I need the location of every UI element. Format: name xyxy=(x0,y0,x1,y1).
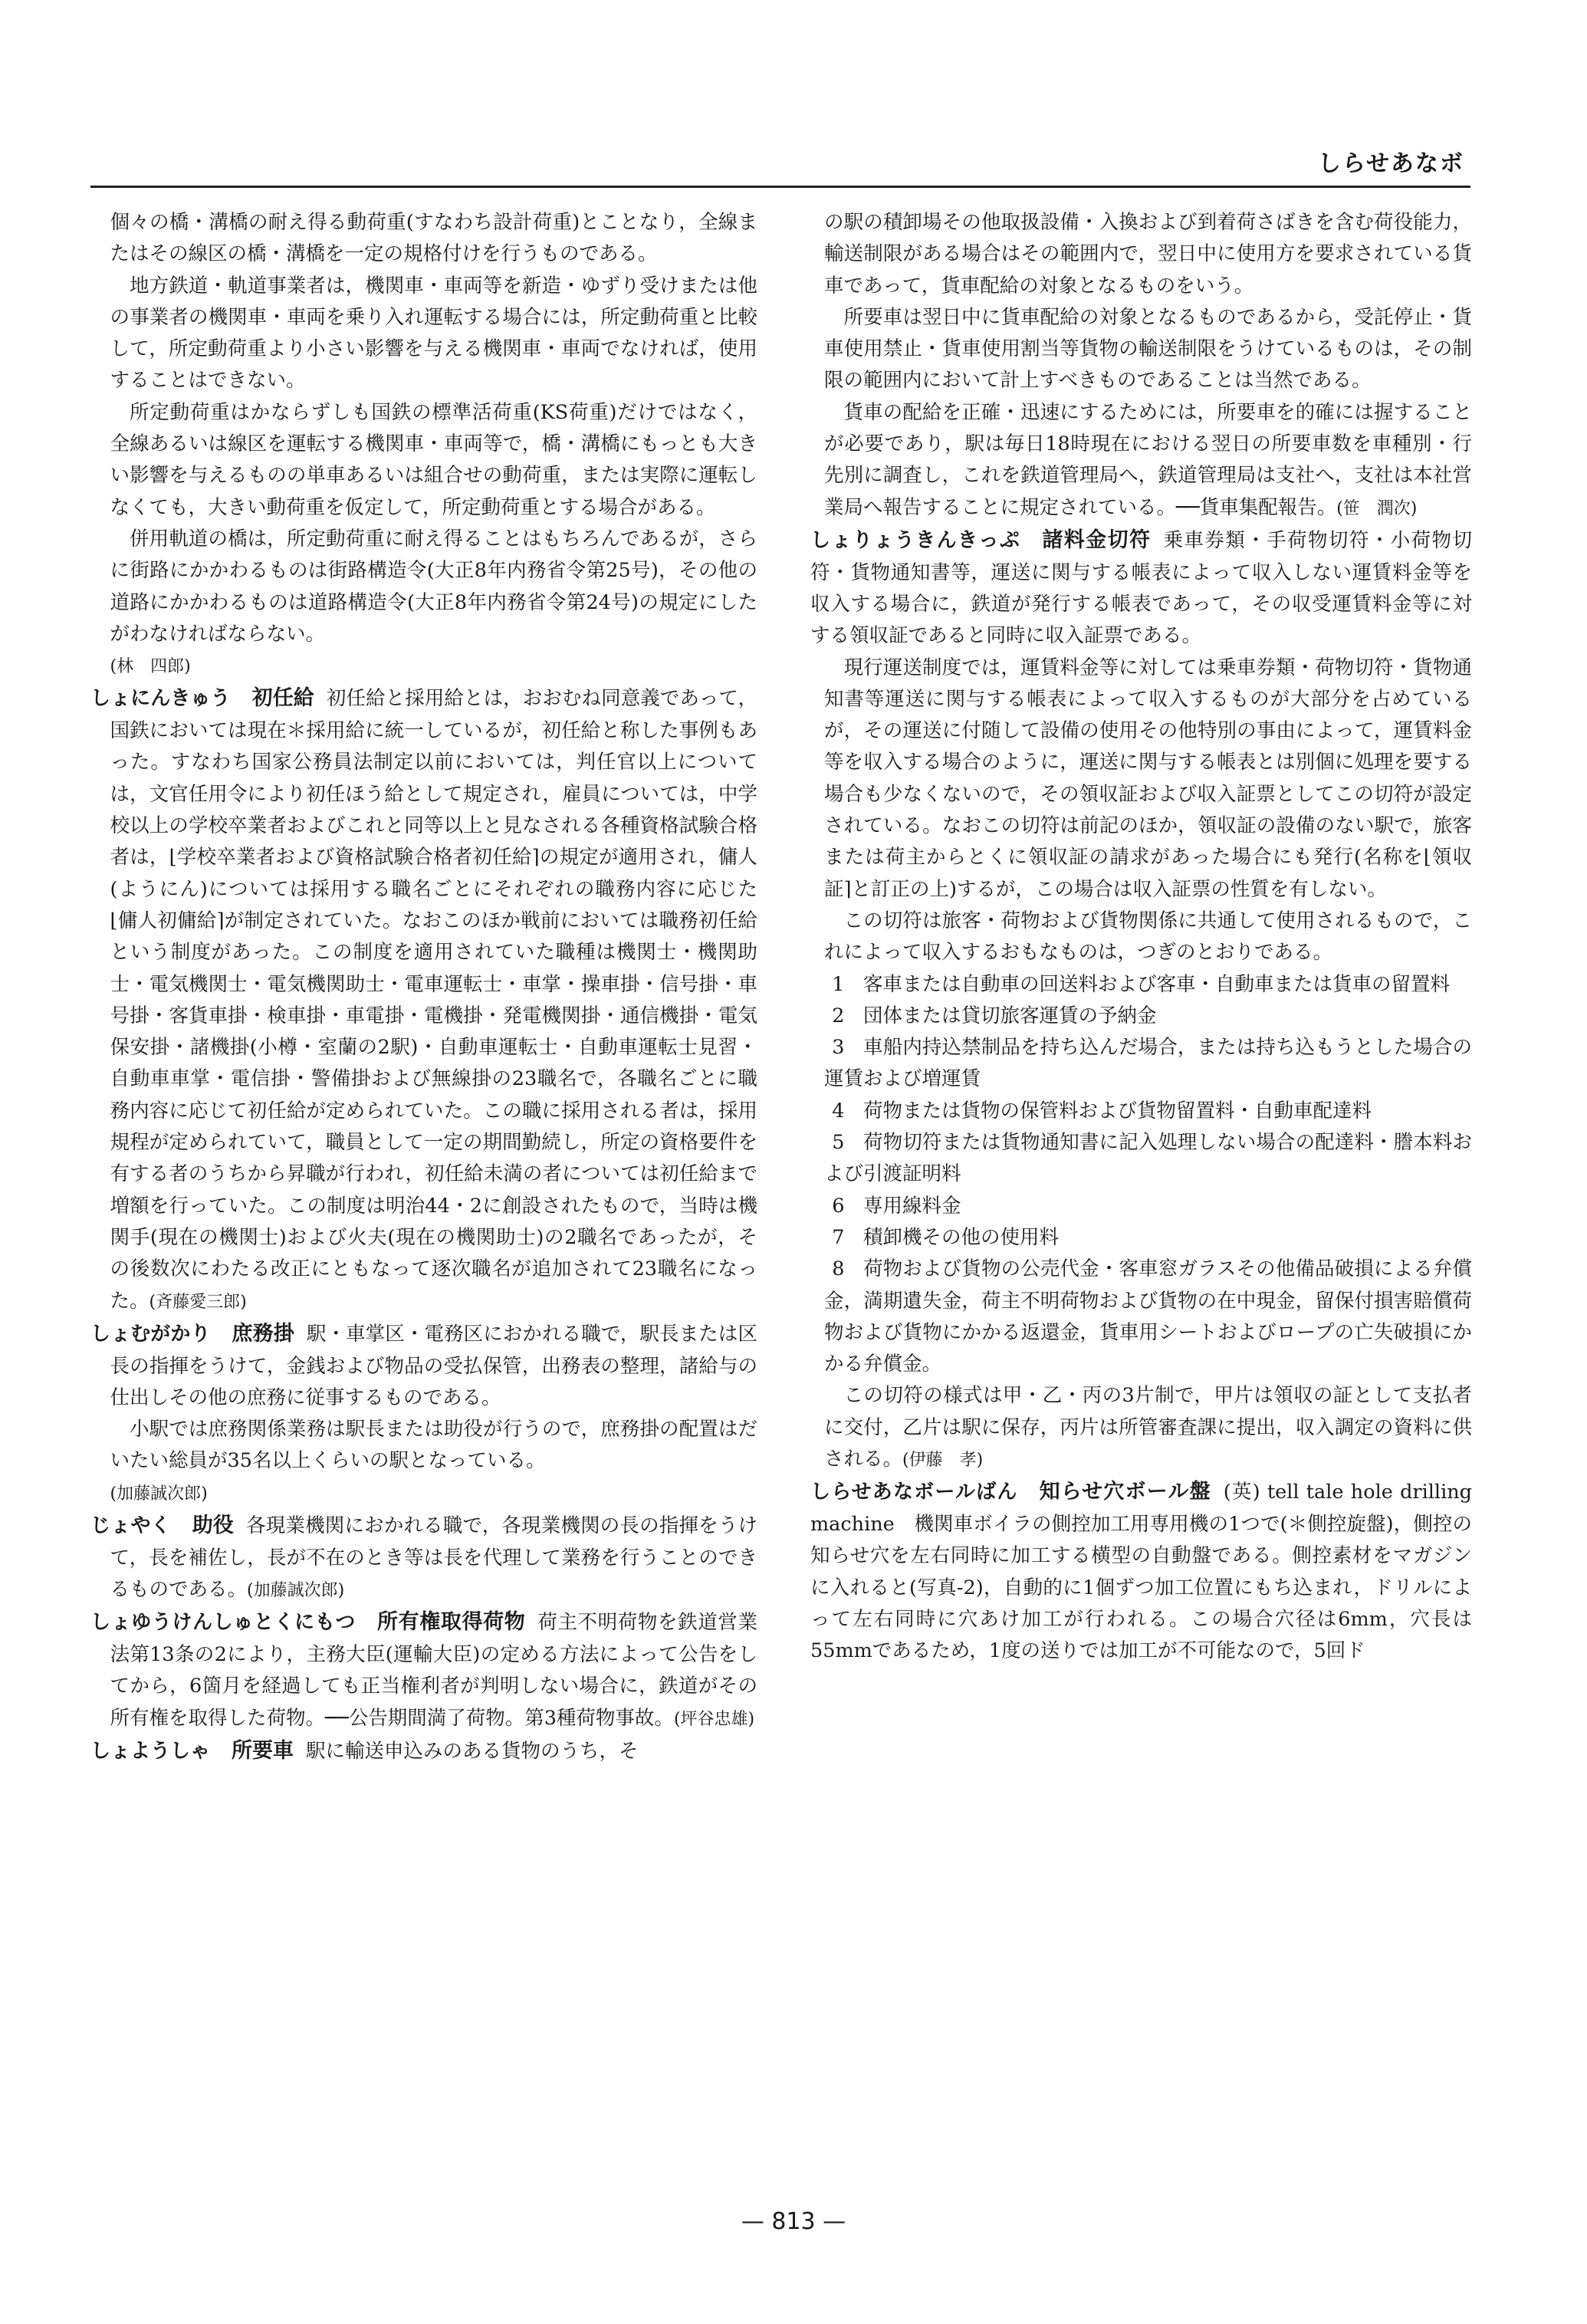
list-number: 7 xyxy=(832,1225,845,1249)
entry-headword: 庶務掛 xyxy=(232,1321,294,1346)
header-rule xyxy=(90,186,1470,188)
author-credit: (林 四郎) xyxy=(110,657,191,677)
entry-text: 駅・車掌区・電務区におかれる職で，駅長または区長の指揮をうけて，金銭および物品の受払保管，出務表の整理，諸給与の仕出しその他の庶務に従事するものである。 xyxy=(110,1322,757,1409)
fee-list xyxy=(824,969,1472,1381)
entry-reading: しょりょうきんきっぷ xyxy=(810,528,1021,552)
paragraph-text: 小駅では庶務関係業務は駅長または助役が行うので，庶務掛の配置はだいたい総員が35名以上くらいの駅となっている。 xyxy=(110,1418,757,1473)
paragraph: 現行運送制度では，運賃料金等に対しては乗車券類・荷物切符・貨物通知書等運送に関与する帳表によって収入するものが大部分を占めているが，その運送に付随して設備の使用その他特別の事由によって，運賃料金等を収入する場合のように，運送に関与する帳表とは別個に処理を要する場合も少なくないので，その領収証および収入証票としてこの切符が設定されている。なおこの切符は前記のほか，領収証の設備のない駅で，旅客または荷主からとくに領収証の請求があった場合にも発行(名称を⌊領収証⌉と訂正の上)するが，この場合は収入証票の性質を有しない。 xyxy=(824,656,1472,901)
list-text: 専用線料金 xyxy=(863,1194,961,1218)
entry-text: 荷主不明荷物を鉄道営業法第13条の2により，主務大臣(運輸大臣)の定める方法によって公告をしてから，6箇月を経過しても正当権利者が判明しない場合に，鉄道がその所有権を取得した荷物。──公告期間満了荷物。第3種荷物事故。 xyxy=(110,1611,757,1730)
author-credit: (斉藤愛三郎) xyxy=(149,1292,247,1312)
list-number: 5 xyxy=(832,1131,845,1155)
list-text: 荷物および貨物の公売代金・客車窓ガラスその他備品破損による弁償金，満期遺失金，荷主不明荷物および貨物の在中現金，留保付損害賠償荷物および貨物にかかる返還金，貨車用シートおよびロープの亡失破損にかかる弁償金。 xyxy=(824,1257,1472,1376)
list-number: 2 xyxy=(832,1004,845,1027)
entry-reading: しょむがかり xyxy=(90,1322,211,1346)
paragraph xyxy=(824,397,1472,524)
author-credit: (加藤誠次郎) xyxy=(110,1484,208,1504)
paragraph: 所要車は翌日中に貨車配給の対象となるものであるから，受託停止・貨車使用禁止・貨車使用割当等貨物の輸送制限をうけているものは，その制限の範囲内において計上すべきものであることは当然である。 xyxy=(824,305,1472,393)
list-number: 3 xyxy=(832,1036,845,1060)
entry-text: 初任給と採用給とは，おおむね同意義であって，国鉄においては現在＊採用給に統一しているが，初任給と称した事例もあった。すなわち国家公務員法制定以前においては，判任官以上については，文官任用令により初任ほう給として規定され，雇員については，中学校以上の学校卒業者およびこれと同等以上と見なされる各種資格試験合格者は，⌊学校卒業者および資格試験合格者初任給⌉の規定が適用され，傭人(ようにん)については採用する職名ごとにそれぞれの職務内容に応じた⌊傭人初傭給⌉が制定されていた。なおこのほか戦前においては職務初任給という制度があった。この制度を適用されていた職種は機関士・機関助士・電気機関士・電気機関助士・電車運転士・車掌・操車掛・信号掛・車号掛・客貨車掛・検車掛・車電掛・電機掛・発電機関掛・通信機掛・電気保安掛・諸機掛(小樽・室蘭の2駅)・自動車運転士・自動車運転士見習・自動車車掌・電信掛・警備掛および無線掛の23職名で，各職名ごとに職務内容に応じて初任給が定められていた。この職に採用される者は，採用規程が定められていて，職員として一定の期間勤続し，所定の資格要件を有する者のうちから昇職が行われ，初任給未満の者については初任給まで増額を行っていた。この制度は明治44・2に創設されたもので，当時は機関手(現在の機関士)および火夫(現在の機関助士)の2職名であったが，その後数次にわたる改正にともなって逐次職名が追加されて23職名になった。 xyxy=(110,687,757,1313)
dictionary-entry xyxy=(90,1317,757,1414)
paragraph xyxy=(90,1414,757,1509)
list-item xyxy=(824,1096,1472,1127)
entry-headword: 所有権取得荷物 xyxy=(377,1610,526,1635)
list-item xyxy=(824,1127,1472,1191)
list-number: 4 xyxy=(832,1099,845,1123)
paragraph xyxy=(824,1380,1472,1475)
entry-text: 各現業機関におかれる職で，各現業機関の長の指揮をうけて，長を補佐し，長が不在のとき等は長を代理して業務を行うことのできるものである。 xyxy=(110,1514,757,1602)
list-text: 荷物または貨物の保管料および貨物留置料・自動車配達料 xyxy=(863,1099,1372,1123)
dictionary-entry xyxy=(90,1734,757,1768)
entry-reading: しらせあなボールばん xyxy=(810,1481,1018,1504)
paragraph xyxy=(90,524,757,682)
entry-headword: 助役 xyxy=(192,1514,235,1538)
entry-text: (英) tell tale hole drilling machine 機関車ボイラの側控加工用専用機の1つで(＊側控旋盤)，側控の知らせ穴を左右同時に加工する横型の自動盤である。側控素材をマガジンに入れると(写真-2)，自動的に1個ずつ加工位置にもち込まれ，ドリルによって左右同時に穴あけ加工が行われる。この場合穴径は6mm，穴長は55mmであるため，1度の送りでは加工が不可能なので，5回ド xyxy=(810,1481,1472,1663)
entry-headword: 知らせ穴ボール盤 xyxy=(1039,1480,1211,1504)
list-text: 積卸機その他の使用料 xyxy=(863,1225,1059,1249)
paragraph: この切符は旅客・荷物および貨物関係に共通して使用されるもので，これによって収入するおもなものは，つぎのとおりである。 xyxy=(824,909,1472,965)
author-credit: (坪谷忠雄) xyxy=(673,1709,755,1729)
paragraph: 所定動荷重はかならずしも国鉄の標準活荷重(KS荷重)だけではなく，全線あるいは線区を運転する機関車・車両等で，橋・溝橋にもっとも大きい影響を与えるものの単車あるいは組合せの動荷重，または実際に運転しなくても，大きい動荷重を仮定して，所定動荷重とする場合がある。 xyxy=(110,400,757,519)
left-column xyxy=(90,207,757,1768)
author-credit: (伊藤 孝) xyxy=(902,1451,984,1471)
paragraph: の駅の積卸場その他取扱設備・入換および到着荷さばきを含む荷役能力，輸送制限がある場合はその範囲内で，翌日中に使用方を要求されている貨車であって，貨車配給の対象となるものをいう。 xyxy=(824,211,1472,297)
paragraph-text: 貨車の配給を正確・迅速にするためには，所要車を的確には握することが必要であり，駅は毎日18時現在における翌日の所要車数を車種別・行先別に調査し，これを鉄道管理局へ，鉄道管理局は支社へ，支社は本社営業局へ報告することに規定されている。──貨車集配報告。 xyxy=(824,400,1472,519)
author-credit: (加藤誠次郎) xyxy=(247,1581,345,1601)
paragraph: 個々の橋・溝橋の耐え得る動荷重(すなわち設計荷重)とことなり，全線またはその線区の橋・溝橋を一定の規格付けを行うものである。 xyxy=(110,211,757,266)
list-text: 客車または自動車の回送料および客車・自動車または貨車の留置料 xyxy=(863,972,1450,996)
dictionary-entry xyxy=(810,1475,1472,1667)
entry-text: 駅に輸送申込みのある貨物のうち，そ xyxy=(306,1740,639,1763)
entry-reading: しょにんきゅう xyxy=(90,687,231,711)
entry-text: 乗車券類・手荷物切符・小荷物切符・貨物通知書等，運送に関与する帳表によって収入しない運賃料金等を収入する場合に，鉄道が発行する帳表であって，その収受運賃料金等に対する領収証であると同時に収入証票である。 xyxy=(810,528,1472,648)
dictionary-entry xyxy=(810,524,1472,652)
list-text: 車船内持込禁制品を持ち込んだ場合，または持ち込もうとした場合の運賃および増運賃 xyxy=(824,1036,1472,1091)
list-item xyxy=(824,1001,1472,1032)
dictionary-entry xyxy=(90,1606,757,1734)
list-number: 8 xyxy=(832,1257,845,1281)
entry-headword: 所要車 xyxy=(232,1739,294,1763)
paragraph: 地方鉄道・軌道事業者は，機関車・車両等を新造・ゆずり受けまたは他の事業者の機関車・車両を乗り入れ運転する場合には，所定動荷重と比較して，所定動荷重より小さい影響を与える機関車・車両でなければ，使用することはできない。 xyxy=(110,274,757,393)
entry-headword: 初任給 xyxy=(251,686,314,711)
list-text: 荷物切符または貨物通知書に記入処理しない場合の配達料・謄本料および引渡証明料 xyxy=(824,1131,1472,1186)
entry-headword: 諸料金切符 xyxy=(1042,528,1152,552)
list-item xyxy=(824,1191,1472,1222)
list-item xyxy=(824,1032,1472,1096)
dictionary-entry xyxy=(90,1509,757,1606)
paragraph-text: 併用軌道の橋は，所定動荷重に耐え得ることはもちろんであるが，さらに街路にかかわるものは街路構造令(大正8年内務省令第25号)，その他の道路にかかわるものは道路構造令(大正8年内務省令第24号)の規定にしたがわなければならない。 xyxy=(110,527,757,646)
entry-reading: じょやく xyxy=(90,1514,171,1538)
list-item xyxy=(824,1254,1472,1380)
list-text: 団体または貸切旅客運賃の予納金 xyxy=(863,1004,1157,1027)
entry-reading: しょようしゃ xyxy=(90,1740,211,1763)
list-number: 1 xyxy=(832,972,845,996)
right-column xyxy=(810,207,1472,1668)
running-head: しらせあなボ xyxy=(1317,150,1464,177)
paragraph-text: この切符の様式は甲・乙・丙の3片制で，甲片は領収の証として支払者に交付，乙片は駅に保存，丙片は所管審査課に提出，収入調定の資料に供される。 xyxy=(824,1384,1472,1471)
list-item xyxy=(824,1222,1472,1254)
list-item xyxy=(824,969,1472,1001)
list-number: 6 xyxy=(832,1194,845,1218)
author-credit: (笹 潤次) xyxy=(1336,498,1418,518)
entry-reading: しょゆうけんしゅとくにもつ xyxy=(90,1611,356,1635)
dictionary-entry xyxy=(90,682,757,1316)
page-number: — 813 — xyxy=(741,2208,846,2235)
